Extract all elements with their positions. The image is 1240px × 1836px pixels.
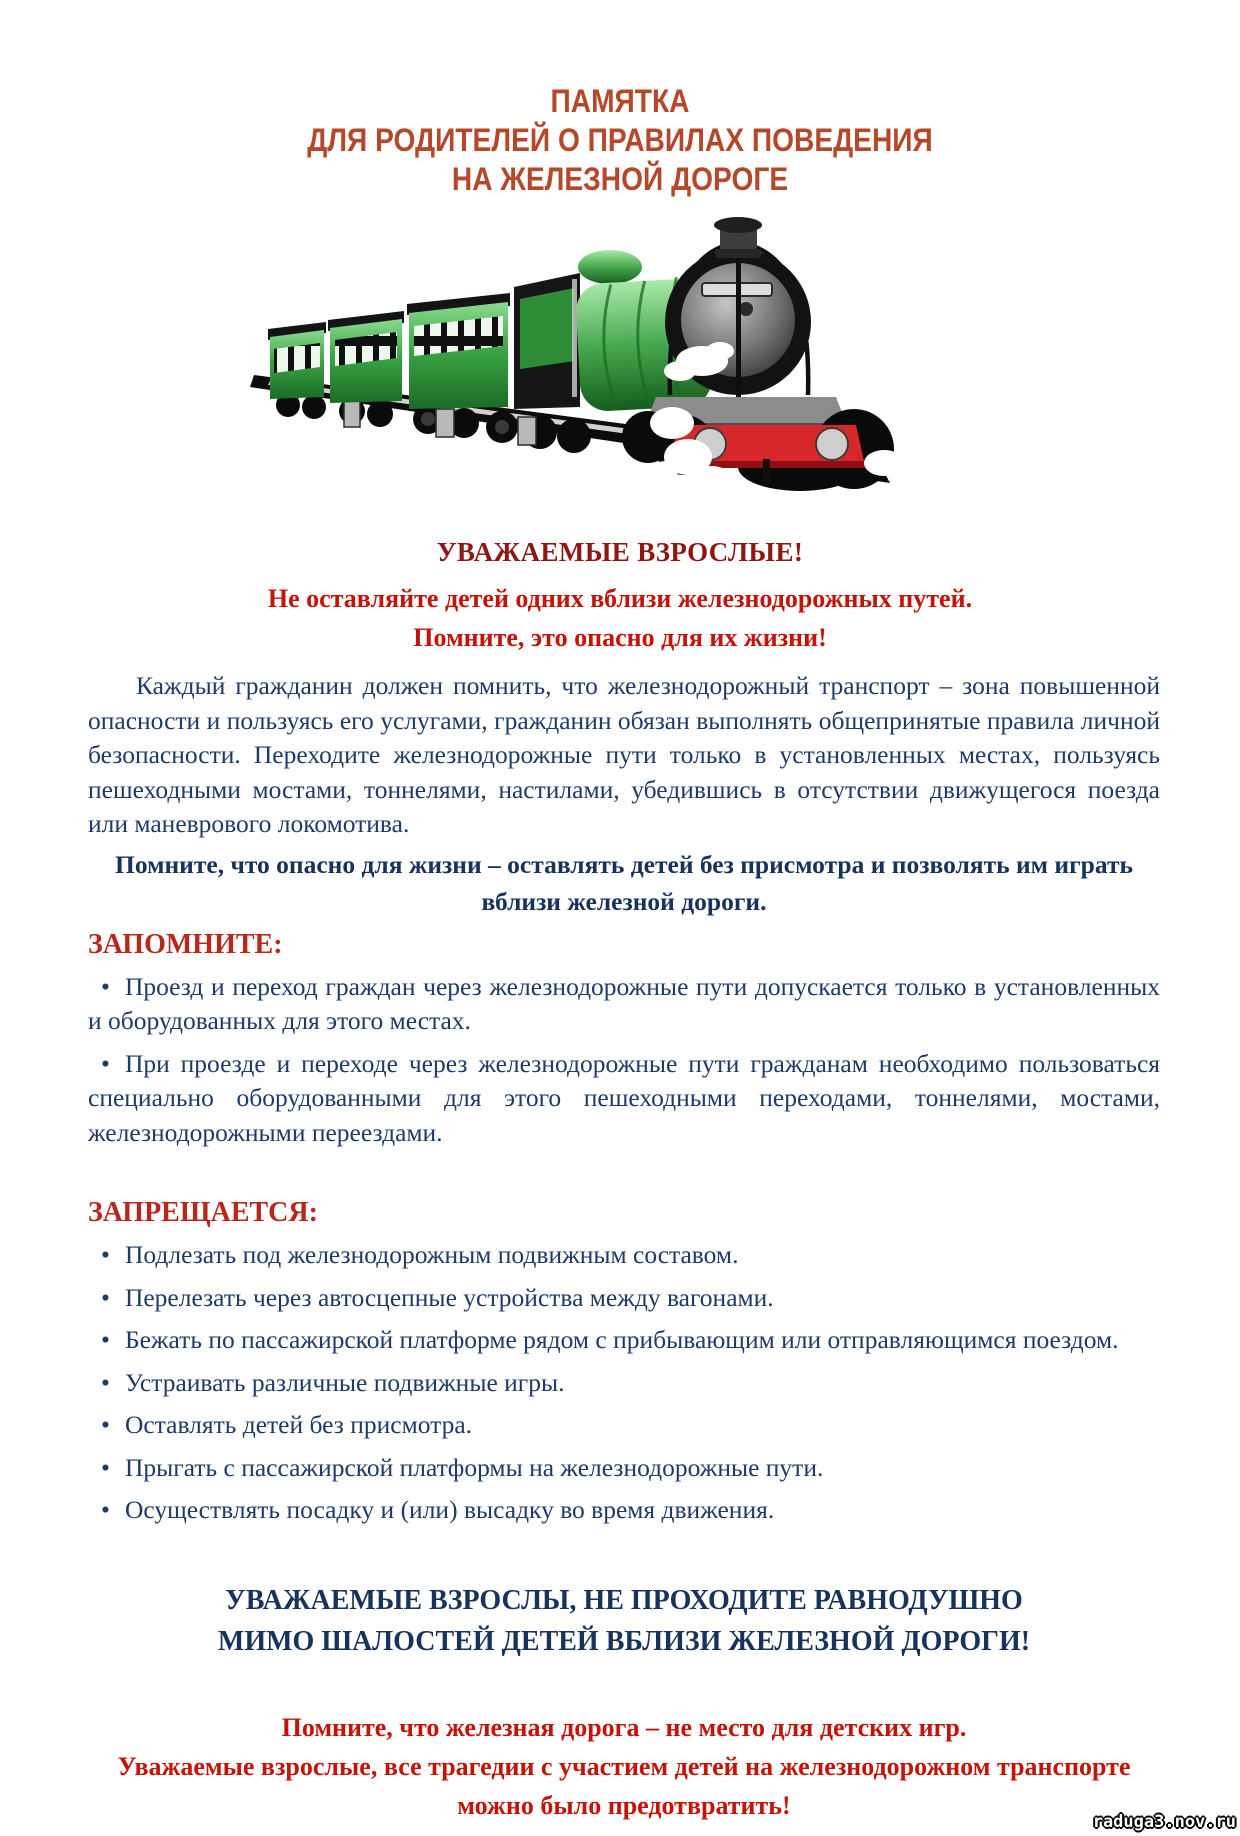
title-line: ДЛЯ РОДИТЕЛЕЙ О ПРАВИЛАХ ПОВЕДЕНИЯ (307, 122, 933, 158)
list-item-text: Бежать по пассажирской платформе рядом с прибывающим или отправляющимся поездом. (124, 1325, 1119, 1354)
list-item (88, 1451, 1160, 1486)
bullet-icon: • (101, 1452, 110, 1482)
reminder-text: Помните, что опасно для жизни – оставлять детей без присмотра и позволять им играть вблизи железной дороги. (115, 849, 1133, 916)
remember-heading: ЗАПОМНИТЕ: (88, 928, 283, 960)
watermark: raduga3.nov.ru (1092, 1812, 1236, 1832)
memo-page (0, 82, 1240, 1836)
list-item-text: Оставлять детей без присмотра. (124, 1410, 473, 1439)
train-illustration (240, 209, 900, 491)
intro-paragraph: Каждый гражданин должен помнить, что железнодорожный транспорт – зона повышенной опасности и пользуясь его услугами, гражданин обязан выполнять общепринятые правила личной безопасности. Переходите железнодорожные пути только в установленных местах, пользуясь пешеходными мостами, тоннелями, настилами, убедившись в отсутствии движущегося поезда или маневрового локомотива. (88, 671, 1160, 838)
forbidden-heading: ЗАПРЕЩАЕТСЯ: (88, 1197, 318, 1228)
warning-line: Помните, это опасно для их жизни! (413, 623, 827, 652)
bullet-icon: • (101, 1048, 110, 1078)
list-item (88, 970, 1160, 1039)
title-line: НА ЖЕЛЕЗНОЙ ДОРОГЕ (451, 161, 789, 197)
appeal-block (88, 1580, 1160, 1662)
list-item-text: Проезд и переход граждан через железнодорожные пути допускается только в установленных и оборудованных для этого местах. (88, 971, 1160, 1035)
list-item-text: Перелезать через автосцепные устройства между вагонами. (124, 1282, 774, 1312)
list-item (88, 1281, 1160, 1316)
closing-block (104, 1708, 1144, 1825)
list-item-text: Прыгать с пассажирской платформы на железнодорожные пути. (124, 1452, 824, 1482)
closing-paragraph: Уважаемые взрослые, все трагедии с участием детей на железнодорожном транспорте можно было предотвратить! (117, 1751, 1131, 1820)
list-item (88, 1366, 1160, 1401)
title-line: ПАМЯТКА (550, 83, 690, 119)
list-item-text: Подлезать под железнодорожным подвижным составом. (124, 1240, 739, 1269)
appeal-line: МИМО ШАЛОСТЕЙ ДЕТЕЙ ВБЛИЗИ ЖЕЛЕЗНОЙ ДОРОГИ! (217, 1625, 1031, 1657)
list-item-text: Устраивать различные подвижные игры. (124, 1367, 565, 1397)
remember-list (88, 970, 1160, 1151)
warning-block (0, 579, 1240, 657)
list-item (88, 1493, 1160, 1528)
list-item (88, 1238, 1160, 1273)
bullet-icon: • (101, 971, 110, 1001)
bullet-icon: • (101, 1367, 110, 1397)
warning-line: Не оставляйте детей одних вблизи железнодорожных путей. (267, 584, 973, 613)
content-column (88, 669, 1160, 1825)
list-item (88, 1408, 1160, 1443)
list-item (88, 1047, 1160, 1151)
appeal-line: УВАЖАЕМЫЕ ВЗРОСЛЫ, НЕ ПРОХОДИТЕ РАВНОДУШНО (225, 1584, 1023, 1616)
bullet-icon: • (101, 1325, 110, 1354)
memo-title (74, 82, 1165, 199)
train-image (240, 209, 900, 491)
list-item (88, 1323, 1160, 1358)
bullet-icon: • (101, 1495, 110, 1524)
bullet-icon: • (101, 1240, 110, 1269)
list-item-text: Осуществлять посадку и (или) высадку во время движения. (124, 1495, 775, 1524)
greeting-heading: УВАЖАЕМЫЕ ВЗРОСЛЫЕ! (436, 537, 804, 567)
closing-paragraph: Помните, что железная дорога – не место для детских игр. (281, 1712, 967, 1742)
bullet-icon: • (101, 1410, 110, 1439)
list-item-text: При проезде и переходе через железнодорожные пути гражданам необходимо пользоваться специально оборудованными для этого пешеходными переходами, тоннелями, мостами, железнодорожными переездами. (88, 1048, 1160, 1147)
forbidden-list (88, 1238, 1160, 1528)
bullet-icon: • (101, 1282, 110, 1312)
